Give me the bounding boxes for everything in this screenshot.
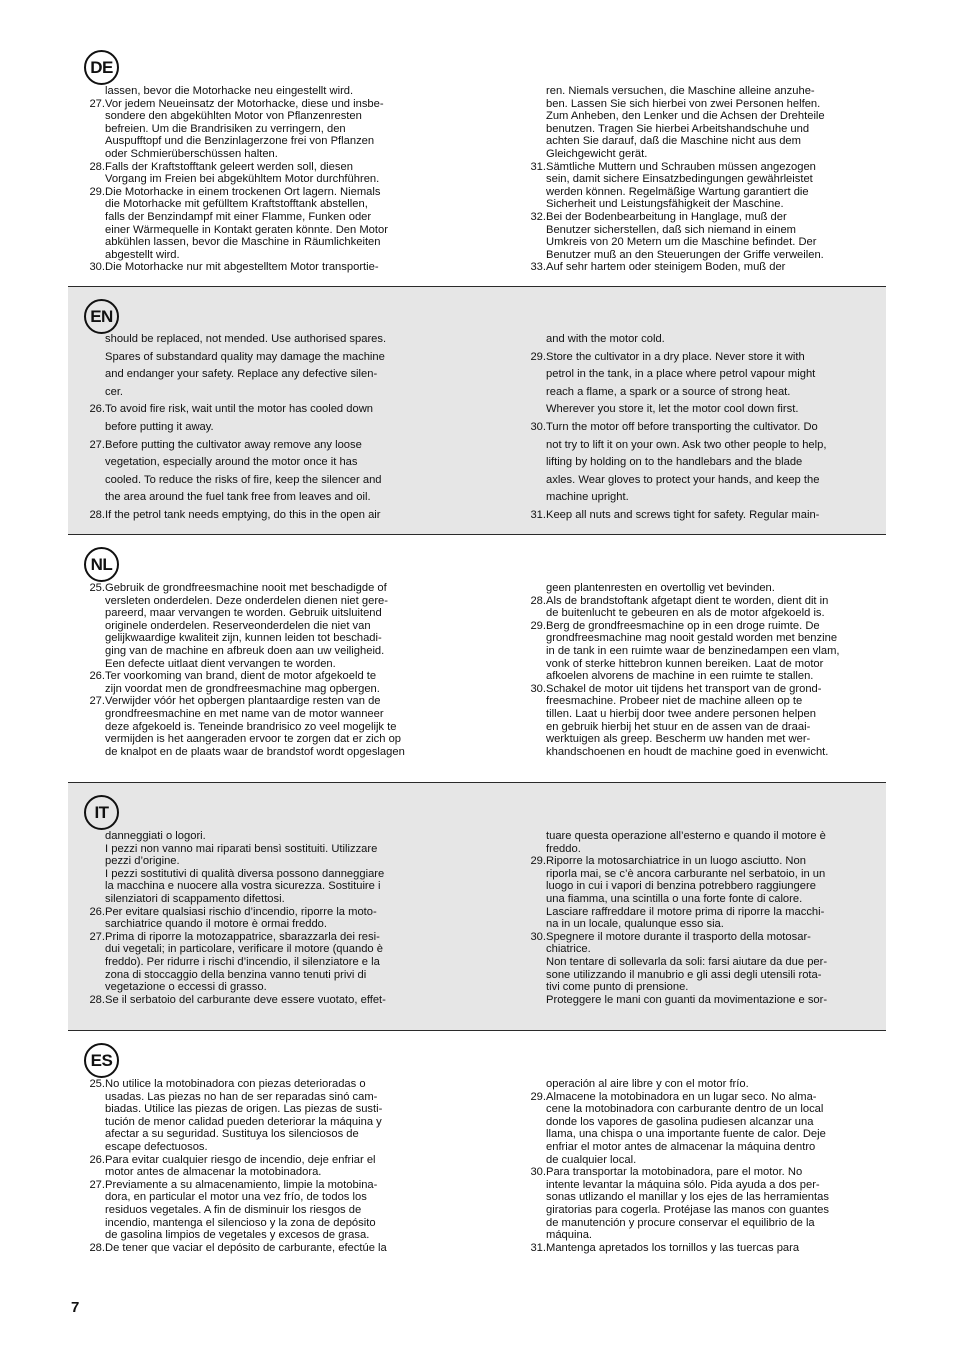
paragraph-item [526,683,866,759]
paragraph-item [526,85,866,161]
text-line: Een defecte uitlaat dient vervangen te worden. [105,657,336,670]
text-line: Almacene la motobinadora en un lugar seco. No alma- [546,1090,817,1103]
text-line: Als de brandstoftank afgetapt dient te worden, dient dit in [546,594,829,607]
item-text [105,98,427,161]
text-line: benutzen. Tragen Sie hierbei Arbeitshandschuhe und [546,122,810,135]
item-text [546,1166,866,1242]
paragraph-item [85,994,427,1007]
text-line: dui vegetali; in particolare, verificare il motore (quando è [105,943,383,956]
item-text [546,349,866,419]
text-line: Vor jedem Neueinsatz der Motorhacke, diese und insbe- [105,97,384,110]
text-line: máquina. [546,1229,593,1242]
item-number: 25. [89,582,105,594]
item-text [546,85,866,161]
paragraph-item [526,582,866,595]
text-line: werktuigen als greep. Bescherm uw handen met wer- [546,733,811,746]
item-number: 27. [89,438,105,451]
text-line: afkoelen alvorens de machine in een ruimte te stallen. [546,670,814,683]
text-line: afectar a su seguridad. Sustituya los silenciosos de [105,1128,359,1141]
paragraph-item [85,695,427,758]
text-line: Bei der Bodenbearbeitung in Hanglage, muß der [546,210,787,223]
text-line: should be replaced, not mended. Use authorised spares. [105,333,387,345]
paragraph-item [85,507,427,525]
item-text [105,1154,427,1179]
text-line: de gasolina limpios de vegetales y excesos de grasa. [105,1229,370,1242]
text-line: dora, en particular el motor una vez frío, de todos los [105,1191,367,1204]
item-number: 30. [530,930,546,943]
text-line: Para evitar cualquier riesgo de incendio, deje enfriar el [105,1153,376,1166]
item-number: 31. [530,1241,546,1254]
text-line: abkühlen lassen, bevor die Maschine in Räumlichkeiten [105,236,381,249]
text-line: de manutención y procure conservar el equilibrio de la [546,1216,815,1229]
text-line: geen plantenresten en overtollig vet bevinden. [546,582,775,594]
text-line: vonk of sterke hittebron kunnen bereiken. Laat de motor [546,657,824,670]
text-line: la macchina e nuocere alla vostra sicurezza. Sostituire i [105,880,381,893]
paragraph-item [85,331,427,401]
text-line: incendio, mantenga el silencioso y la zona de depósito [105,1216,376,1229]
page-number: 7 [71,1299,80,1316]
text-line: ben. Lassen Sie sich hierbei von zwei Personen helfen. [546,97,821,110]
paragraph-item [526,855,866,931]
text-line: vegetazione o eccessi di grasso. [105,981,267,994]
text-column-left [85,582,427,758]
item-number: 31. [530,508,546,521]
item-text [546,419,866,507]
item-text [105,1179,427,1242]
text-line: Keep all nuts and screws tight for safety. Regular main- [546,508,820,521]
text-line: de buitenlucht te gebeuren en als de motor afgekoeld is. [546,607,825,620]
item-text [546,595,866,620]
text-line: giratorias para cogerla. Protéjase las manos con guantes [546,1203,829,1216]
text-line: versleten onderdelen. Deze onderdelen dienen niet gere- [105,594,388,607]
item-text [105,931,427,994]
text-line: freddo). Per ridurre i rischi d’incendio, il silenziatore e la [105,955,380,968]
item-text [105,401,427,436]
text-line: oder Schmierüberschüssen halten. [105,147,278,160]
text-line: freesmachine. Probeer niet de machine alleen op te [546,695,803,708]
text-line: Spegnere il motore durante il trasporto della motosar- [546,930,811,943]
paragraph-item [85,85,427,98]
text-line: pezzi d’origine. [105,855,180,868]
item-text [546,1242,866,1255]
item-number: 31. [530,160,546,173]
text-line: in de tank in een ruimte waar de benzinedampen een vlam, [546,644,840,657]
text-line: and endanger your safety. Replace any defective silen- [105,368,378,381]
text-line: grondfreesmachine en met name van de motor wanneer [105,707,384,720]
paragraph-item [85,401,427,436]
text-line: en gebruik hierbij het stuur en de assen van de draai- [546,720,811,733]
paragraph-item [85,1179,427,1242]
text-line: Se il serbatoio del carburante deve essere vuotato, effet- [105,993,386,1006]
text-line: escape defectuosos. [105,1140,208,1153]
text-line: petrol in the tank, in a place where petrol vapour might [546,368,816,381]
text-line: If the petrol tank needs emptying, do this in the open air [105,508,381,521]
text-line: deze afgekoeld is. Teneinde brandrisico zo veel mogelijk te [105,720,397,733]
item-number: 27. [89,1178,105,1191]
text-line: Previamente a su almacenamiento, limpie la motobina- [105,1178,378,1191]
item-text [105,186,427,262]
text-line: lifting by holding on to the handlebars and the blade [546,456,803,469]
item-text [105,906,427,931]
item-text [546,261,866,274]
language-badge-it: IT [84,795,119,830]
text-line: Auf sehr hartem oder steinigem Boden, muß der [546,261,786,274]
paragraph-item [526,1091,866,1167]
text-line: lassen, bevor die Motorhacke neu eingestellt wird. [105,85,354,97]
text-line: I pezzi non vanno mai riparati bensì sostituiti. Utilizzare [105,842,378,855]
text-column-right [526,582,866,758]
text-line: Berg de grondfreesmachine op in een droge ruimte. De [546,619,820,632]
item-text [105,261,427,274]
item-text [105,695,427,758]
item-number: 30. [530,420,546,433]
paragraph-item [526,419,866,507]
text-line: Die Motorhacke in einem trockenen Ort lagern. Niemals [105,185,381,198]
paragraph-item [85,582,427,670]
paragraph-item [85,1154,427,1179]
text-line: operación al aire libre y con el motor frío. [546,1078,749,1090]
text-line: usadas. Las piezas no han de ser reparadas sinó cam- [105,1090,378,1103]
text-line: werden können. Regelmäßige Wartung garantiert die [546,185,809,198]
text-line: No utilice la motobinadora con piezas deterioradas o [105,1078,366,1090]
text-line: Before putting the cultivator away remove any loose [105,438,362,451]
paragraph-item [85,931,427,994]
text-line: Mantenga apretados los tornillos y las tuercas para [546,1241,800,1254]
language-badge-nl: NL [84,547,119,582]
text-line: axles. Wear gloves to protect your hands, and keep the [546,473,820,486]
item-number: 29. [530,1090,546,1103]
text-line: riporla mai, se c’è ancora carburante nel serbatoio, in un [546,867,826,880]
paragraph-item [85,161,427,186]
item-text [105,1078,427,1154]
text-line: sarchiatrice quando il motore è ormai freddo. [105,918,327,931]
text-line: tillen. Laat u hierbij door twee andere personen helpen [546,707,816,720]
paragraph-item [85,437,427,507]
text-line: not try to lift it on your own. Ask two other people to help, [546,438,827,451]
text-line: befreien. Um die Brandrisiken zu verringern, den [105,122,346,135]
text-column-right [526,85,866,274]
text-line: sein, damit sichere Einsatzbedingungen gewährleistet [546,173,813,186]
item-text [105,507,427,525]
item-text [546,1091,866,1167]
text-line: To avoid fire risk, wait until the motor has cooled down [105,403,374,416]
text-line: the area around the fuel tank free from leaves and oil. [105,491,371,504]
text-line: donde los vapores de gasolina pudiesen alcanzar una [546,1115,814,1128]
text-line: De tener que vaciar el depósito de carburante, efectúe la [105,1241,387,1254]
text-line: cer. [105,385,124,398]
text-line: sone utilizzando il manubrio e gli assi degli utensili rota- [546,968,822,981]
item-text [546,855,866,931]
text-line: achten Sie darauf, daß die Maschine nicht aus dem [546,135,801,148]
paragraph-item [526,161,866,211]
item-number: 28. [89,993,105,1006]
text-line: Para transportar la motobinadora, pare el motor. No [546,1166,803,1179]
item-number: 29. [530,619,546,632]
text-line: residuos vegetales. A fin de disminuir los riesgos de [105,1203,362,1216]
item-text [546,507,866,525]
paragraph-item [526,595,866,620]
paragraph-item [526,830,866,855]
item-text [546,830,866,855]
text-line: cene la motobinadora con carburante dentro de un local [546,1103,824,1116]
text-line: Riporre la motosarchiatrice in un luogo asciutto. Non [546,855,806,868]
text-line: Prima di riporre la motozappatrice, sbarazzarla dei resi- [105,930,380,943]
text-line: Store the cultivator in a dry place. Never store it with [546,350,805,363]
text-line: Falls der Kraftstofftank geleert werden soll, diesen [105,160,353,173]
paragraph-item [526,331,866,349]
language-badge-de: DE [84,50,119,85]
text-line: Spares of substandard quality may damage the machine [105,350,385,363]
text-line: freddo. [546,842,581,855]
paragraph-item [526,349,866,419]
text-line: na in un locale, qualunque esso sia. [546,918,724,931]
paragraph-item [526,261,866,274]
item-number: 25. [89,1078,105,1090]
text-column-right [526,331,866,525]
text-line: Umkreis von 20 Metern um die Maschine befindet. Der [546,236,817,249]
text-line: Sämtliche Muttern und Schrauben müssen angezogen [546,160,816,173]
text-line: tuare questa operazione all’esterno e quando il motore è [546,830,826,842]
text-line: Benutzer sicherstellen, daß sich niemand in einem [546,223,796,236]
item-text [546,683,866,759]
item-number: 28. [89,160,105,173]
text-line: Turn the motor off before transporting the cultivator. Do [546,420,818,433]
text-line: Vorgang im Freien bei abgekühltem Motor durchführen. [105,173,380,186]
item-number: 29. [89,185,105,198]
item-text [546,161,866,211]
text-line: grondfreesmachine mag nooit gestald worden met benzine [546,632,838,645]
text-line: Schakel de motor uit tijdens het transport van de grond- [546,682,822,695]
item-number: 26. [89,905,105,918]
text-line: sondere den abgekühlten Motor von Pflanzenresten [105,110,362,123]
text-line: Sicherheit und Leistungsfähigkeit der Maschine. [546,198,784,211]
paragraph-item [85,186,427,262]
item-number: 33. [530,261,546,274]
text-column-left [85,830,427,1006]
text-line: silenziatori di scappamento difettosi. [105,892,285,905]
section-de [68,38,886,287]
text-column-right [526,830,866,1006]
paragraph-item [85,1078,427,1154]
text-line: chiatrice. [546,943,591,956]
text-line: Verwijder vóór het opbergen plantaardige resten van de [105,695,381,708]
text-line: die Motorhacke mit gefülltem Kraftstofftank abstellen, [105,198,368,211]
item-text [546,931,866,1007]
section-it [68,783,886,1031]
item-number: 26. [89,1153,105,1166]
text-line: motor antes de almacenar la motobinadora. [105,1166,322,1179]
item-text [105,994,427,1007]
item-number: 26. [89,670,105,683]
item-text [105,85,427,98]
text-column-left [85,331,427,525]
section-es [68,1031,886,1279]
text-line: before putting it away. [105,420,214,433]
item-number: 27. [89,930,105,943]
text-line: Zum Anheben, den Lenker und die Achsen der Drehteile [546,110,825,123]
item-text [546,582,866,595]
text-line: luogo in cui i vapori di benzina potrebbero raggiungere [546,880,816,893]
item-text [546,620,866,683]
text-line: Gleichgewicht gerät. [546,147,648,160]
item-number: 29. [530,855,546,868]
text-line: pareerd, maar vervangen te worden. Gebruik uitsluitend [105,607,382,620]
paragraph-item [85,1242,427,1255]
language-badge-es: ES [84,1043,119,1078]
text-line: Wherever you store it, let the motor cool down first. [546,403,799,416]
text-line: Auspufftopf und die Benzinlagerzone frei von Pflanzen [105,135,375,148]
paragraph-item [526,931,866,1007]
section-nl [68,535,886,783]
paragraph-item [526,1078,866,1091]
paragraph-item [526,1166,866,1242]
paragraph-item [85,830,427,906]
item-text [105,1242,427,1255]
text-line: Lasciare raffreddare il motore prima di riporre la macchi- [546,905,825,918]
text-line: falls der Benzindampf mit einer Flamme, Funken oder [105,210,372,223]
text-line: tución de menor calidad pueden deteriorar la máquina y [105,1115,382,1128]
item-text [105,331,427,401]
text-line: Benutzer muß an den Steuerungen der Griffe verweilen. [546,248,824,261]
item-number: 27. [89,695,105,708]
item-text [105,830,427,906]
text-line: Per evitare qualsiasi rischio d’incendio, riporre la moto- [105,905,377,918]
section-en [68,287,886,535]
paragraph-item [526,211,866,261]
text-line: de knalpot en de plaats waar de brandstof wordt opgeslagen [105,745,405,758]
text-line: originele onderdelen. Reserveonderdelen die niet van [105,619,371,632]
item-number: 28. [89,508,105,521]
text-line: Non tentare di sollevarla da soli: farsi aiutare da due per- [546,955,828,968]
text-line: zona di stoccaggio della benzina vanno tenuti privi di [105,968,367,981]
text-line: de cualquier local. [546,1153,637,1166]
text-line: ren. Niemals versuchen, die Maschine alleine anzuhe- [546,85,815,97]
text-line: biadas. Utilice las piezas de origen. Las piezas de susti- [105,1103,383,1116]
text-line: enfriar el motor antes de almacenar la máquina dentro [546,1140,816,1153]
text-line: abgestellt wird. [105,248,180,261]
text-line: Ter voorkoming van brand, dient de motor afgekoeld te [105,670,377,683]
text-line: gelijkwaardige kwaliteit zijn, kunnen leiden tot beschadi- [105,632,382,645]
text-column-left [85,1078,427,1254]
item-number: 29. [530,350,546,363]
text-line: danneggiati o logori. [105,830,206,842]
text-line: reach a flame, a spark or a source of strong heat. [546,385,791,398]
text-line: machine upright. [546,491,629,504]
text-line: llama, una chispa o una importante fuente de calor. Deje [546,1128,826,1141]
language-badge-en: EN [84,299,119,334]
text-line: tivi come punto di prensione. [546,981,689,994]
text-line: cooled. To reduce the risks of fire, keep the silencer and [105,473,382,486]
text-line: vermijden is het aangeraden ervoor te zorgen dat er zich op [105,733,402,746]
item-number: 26. [89,403,105,416]
item-text [546,211,866,261]
text-line: una fiamma, una scintilla o una forte fonte di calore. [546,892,803,905]
paragraph-item [526,507,866,525]
text-line: and with the motor cold. [546,333,665,345]
item-text [105,437,427,507]
text-line: intente levantar la máquina sólo. Pida ayuda a dos per- [546,1178,820,1191]
item-number: 32. [530,210,546,223]
text-line: zijn voordat men de grondfreesmachine mag opbergen. [105,682,380,695]
paragraph-item [526,1242,866,1255]
text-line: khandschoenen en houdt de machine goed in evenwicht. [546,745,829,758]
item-text [105,670,427,695]
text-line: einer Wärmequelle in Kontakt geraten könnte. Den Motor [105,223,388,236]
text-column-left [85,85,427,274]
item-text [546,331,866,349]
text-line: I pezzi sostitutivi di qualità diversa possono danneggiare [105,867,385,880]
item-text [105,582,427,670]
item-number: 28. [530,594,546,607]
paragraph-item [526,620,866,683]
text-line: vegetation, especially around the motor once it has [105,456,358,469]
item-number: 27. [89,97,105,110]
item-number: 30. [89,261,105,274]
text-line: Die Motorhacke nur mit abgestelltem Motor transportie- [105,261,379,274]
paragraph-item [85,906,427,931]
item-number: 30. [530,682,546,695]
item-number: 30. [530,1166,546,1179]
text-line: sonas utlizando el manillar y los ejes de las herramientas [546,1191,829,1204]
item-number: 28. [89,1241,105,1254]
item-text [546,1078,866,1091]
paragraph-item [85,98,427,161]
text-column-right [526,1078,866,1254]
text-line: Proteggere le mani con guanti da movimentazione e sor- [546,993,828,1006]
paragraph-item [85,670,427,695]
item-text [105,161,427,186]
text-line: Gebruik de grondfreesmachine nooit met beschadigde of [105,582,387,594]
text-line: ging van de machine en afbreuk doen aan uw veiligheid. [105,644,385,657]
paragraph-item [85,261,427,274]
